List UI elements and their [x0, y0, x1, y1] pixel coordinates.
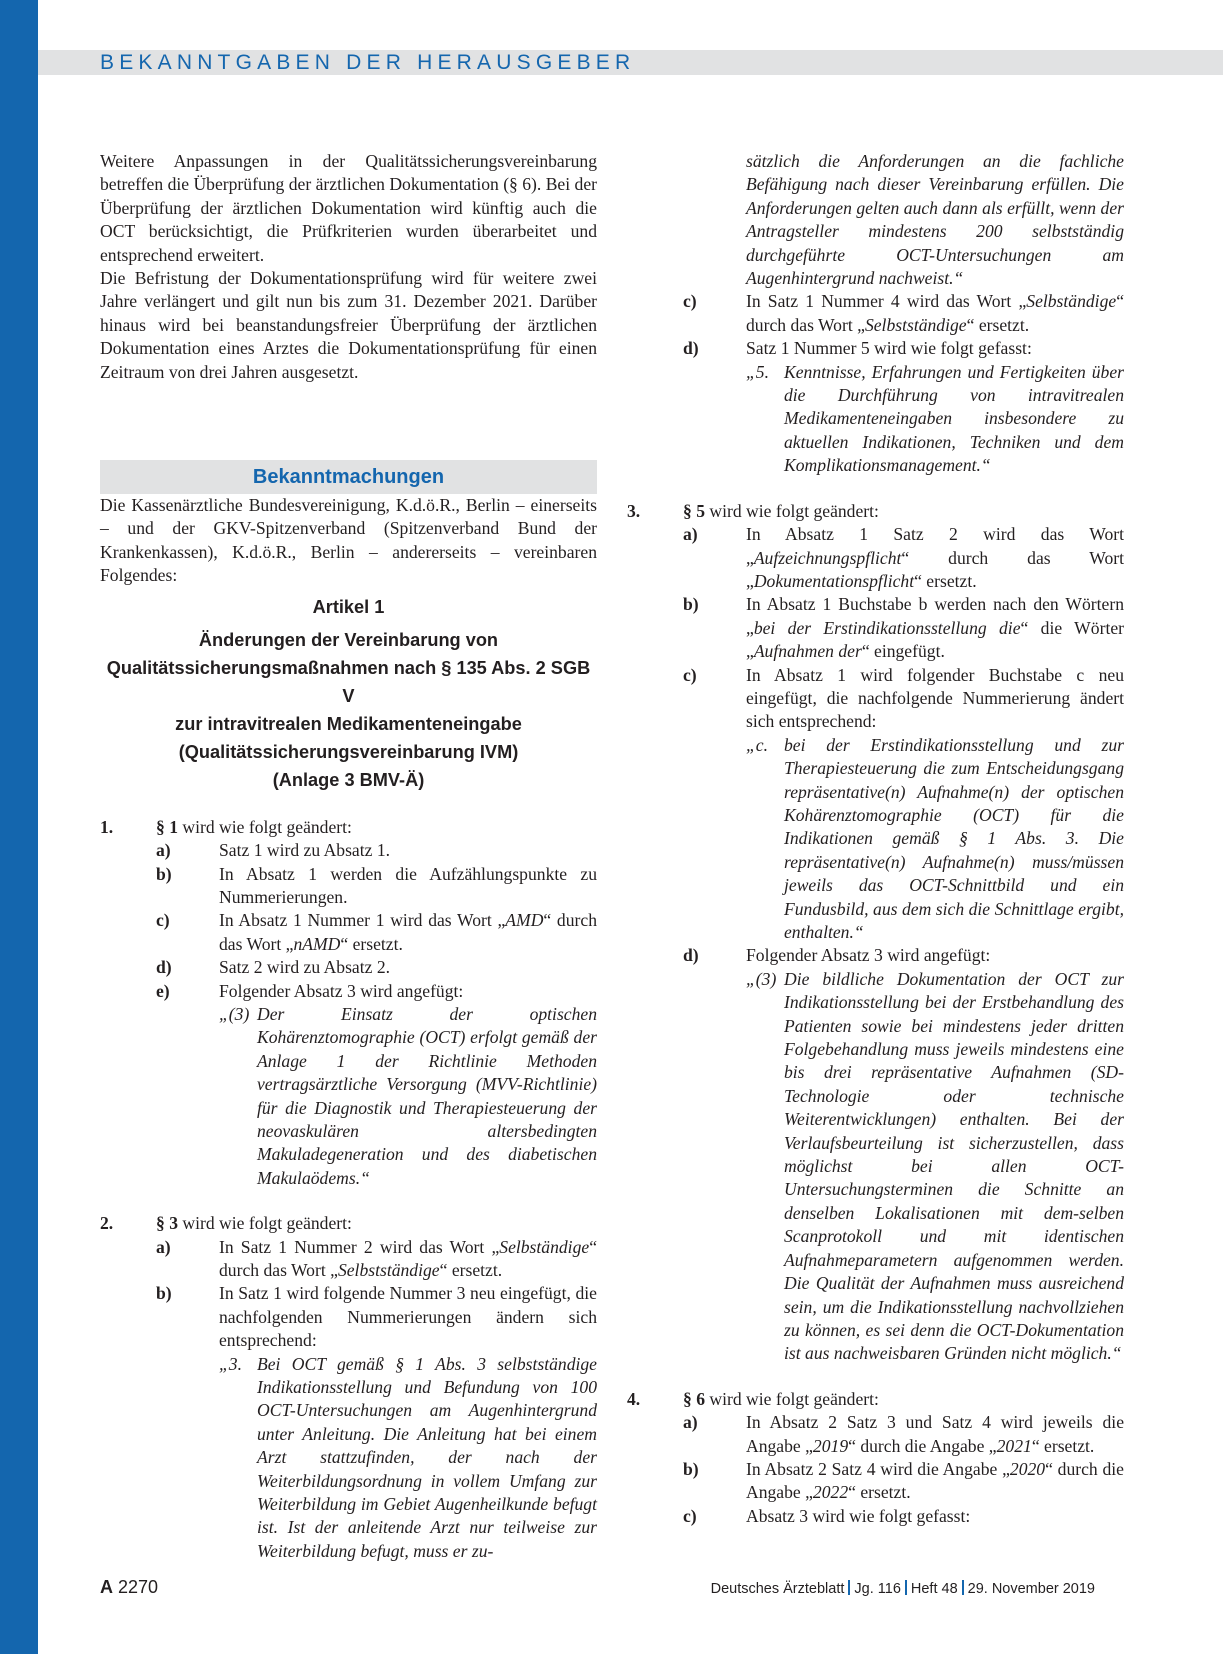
amendment-item-1 — [100, 816, 597, 1191]
quote-body: Der Einsatz der optischen Kohärenztomographie (OCT) erfolgt gemäß der Anlage 1 der Richtlinie Methoden vertragsärztliche Versorgung (MVV-Richtlinie) für die Diagnostik und Therapiesteuerung der neovaskulären altersbedingten Makuladegeneration und des diabetischen Makulaödems.“ — [257, 1003, 597, 1188]
convention-text: Die Kassenärztliche Bundesvereinigung, K.d.ö.R., Berlin – einerseits – und der GKV-Spitzenverband (Spitzenverband Bund der Krankenkassen), K.d.ö.R., Berlin – andererseits – vereinbaren Folgendes: — [100, 495, 597, 586]
sub-text: Folgender Absatz 3 wird angefügt: — [746, 945, 991, 966]
sub-label: d) — [683, 945, 699, 966]
sub-text: In Absatz 2 Satz 3 und Satz 4 wird jeweils die Angabe „2019“ durch die Angabe „2021“ ersetzt. — [746, 1412, 1124, 1456]
quoted-text — [746, 968, 1124, 1366]
paragraph-ref: § 3 — [156, 1213, 178, 1234]
sub-label: d) — [683, 338, 699, 359]
quote-label: „(3) — [219, 1003, 250, 1024]
sub-item-d — [156, 956, 597, 979]
bekanntmachungen-heading: Bekanntmachungen — [100, 460, 597, 494]
journal-date: 29. November 2019 — [967, 1581, 1095, 1597]
quote-body: Bei OCT gemäß § 1 Abs. 3 selbstständige Indikationsstellung und Befundung von 100 OCT-Untersuchungen am Augenhintergrund unter Anleitung. Die Anleitung hat bei einem Arzt stattzufinden, der nach der Weiterbildungsordnung in vollem Umfang zur Weiterbildung im Gebiet Augenheilkunde befugt ist. Ist der anleitende Arzt nur teilweise zur Weiterbildung befugt, muss er zu- — [257, 1353, 597, 1561]
sub-item-b — [156, 1282, 597, 1563]
sub-item-b — [683, 1458, 1124, 1505]
quoted-text — [746, 361, 1124, 478]
sub-text: Satz 1 Nummer 5 wird wie folgt gefasst: — [746, 338, 1032, 359]
sub-item-a — [683, 1411, 1124, 1458]
quote-label: „(3) — [746, 968, 777, 989]
item-heading: wird wie folgt geändert: — [705, 500, 879, 521]
intro-paragraph: Weitere Anpassungen in der Qualitätssicherungsvereinbarung betreffen die Überprüfung der ärztlichen Dokumentation (§ 6). Bei der Überprüfung der ärztlichen Dokumentation wird künftig auch die OCT berücksichtigt, die Prüfkriterien wurden überarbeitet und entsprechend erweitert. — [100, 151, 597, 265]
sub-item-c — [683, 664, 1124, 945]
sub-text: In Satz 1 Nummer 4 wird das Wort „Selbständige“ durch das Wort „Selbstständige“ ersetzt. — [746, 291, 1124, 335]
journal-volume: Jg. 116 — [854, 1581, 901, 1597]
sub-item-b — [683, 593, 1124, 663]
sub-label: c) — [683, 664, 697, 685]
footer-separator — [962, 1580, 964, 1595]
sub-text: In Absatz 1 Buchstabe b werden nach den Wörtern „bei der Erstindikationsstellung die“ die Wörter „Aufnahmen der“ eingefügt. — [746, 594, 1124, 662]
quote-label: „c. — [746, 734, 768, 755]
sub-text: Satz 1 wird zu Absatz 1. — [219, 840, 391, 861]
item-number: 1. — [100, 816, 114, 837]
left-color-bar — [0, 0, 38, 1654]
page-prefix: A — [100, 1577, 113, 1597]
page-number-value: 2270 — [118, 1577, 159, 1597]
article-title-line: Änderungen der Vereinbarung von — [198, 629, 499, 650]
sub-item-c — [156, 909, 597, 956]
sub-item-d — [683, 337, 1124, 477]
amendment-item-2 — [100, 1212, 597, 1563]
item-number: 3. — [627, 500, 641, 521]
item-heading: wird wie folgt geändert: — [178, 1213, 352, 1234]
sub-text: In Absatz 1 wird folgender Buchstabe c neu eingefügt, die nachfolgende Nummerierung ändert sich entsprechend: — [746, 664, 1124, 732]
quoted-text — [219, 1003, 597, 1190]
sub-text: In Absatz 1 Nummer 1 wird das Wort „AMD“ durch das Wort „nAMD“ ersetzt. — [219, 910, 597, 954]
quote-continuation: sätzlich die Anforderungen an die fachliche Befähigung nach dieser Vereinbarung erfüllen. Die Anforderungen gelten auch dann als erfüllt, wenn der Antragsteller mindestens 200 selbstständig durchgeführte OCT-Untersuchungen am Augenhintergrund nachweist.“ — [746, 151, 1124, 289]
sub-label: a) — [683, 1412, 698, 1433]
item-heading: wird wie folgt geändert: — [178, 816, 352, 837]
right-column — [627, 150, 1124, 1528]
sub-label: a) — [156, 840, 171, 861]
sub-item-b — [156, 863, 597, 910]
quote-body: Die bildliche Dokumentation der OCT zur Indikationsstellung bei der Erstbehandlung des Patienten sowie bei mindestens jeder dritten Folgebehandlung muss jeweils mindestens eine bis drei repräsentative Aufnahmen (SD-Technologie oder technische Weiterentwicklungen) enthalten. Bei der Verlaufsbeurteilung ist sicherzustellen, dass möglichst bei allen OCT-Untersuchungsterminen die Schnitte an denselben Lokalisationen mit dem-selben Scanprotokoll und mit identischen Aufnahmeparametern aufgenommen werden. Die Qualität der Aufnahmen muss ausreichend sein, um die Indikationsstellung nachvollziehen zu können, es sei denn die OCT-Dokumentation ist aus nachweisbaren Gründen nicht möglich.“ — [784, 968, 1124, 1364]
sub-text: In Absatz 2 Satz 4 wird die Angabe „2020“ durch die Angabe „2022“ ersetzt. — [746, 1458, 1124, 1503]
quoted-text — [746, 734, 1124, 945]
intro-text — [100, 150, 597, 384]
sub-text: In Satz 1 Nummer 2 wird das Wort „Selbständige“ durch das Wort „Selbstständige“ ersetzt. — [219, 1236, 597, 1280]
sub-label: b) — [683, 1458, 699, 1479]
paragraph-ref: § 5 — [683, 500, 705, 521]
sub-text: Absatz 3 wird wie folgt gefasst: — [746, 1505, 971, 1526]
article-title-line: zur intravitrealen Medikamenteneingabe — [175, 713, 522, 734]
item-heading: wird wie folgt geändert: — [705, 1388, 879, 1409]
sub-label: b) — [156, 1283, 172, 1304]
sub-label: a) — [156, 1236, 171, 1257]
sub-text: In Satz 1 wird folgende Nummer 3 neu eingefügt, die nachfolgenden Nummerierungen ändern sich entsprechend: — [219, 1283, 597, 1351]
quote-body: Kenntnisse, Erfahrungen und Fertigkeiten über die Durchführung von intravitrealen Medikamenteneingaben insbesondere zu aktuellen Indikationen, Techniken und dem Komplikationsmanagement.“ — [784, 361, 1124, 476]
amendment-item-2-continued — [627, 290, 1124, 477]
item-number: 4. — [627, 1388, 641, 1409]
sub-label: c) — [683, 1505, 697, 1526]
sub-label: c) — [156, 910, 170, 931]
sub-text: In Absatz 1 werden die Aufzählungspunkte zu Nummerierungen. — [219, 863, 597, 907]
footer-separator — [905, 1580, 907, 1595]
sub-text: In Absatz 1 Satz 2 wird das Wort „Aufzeichnungspflicht“ durch das Wort „Dokumentationspflicht“ ersetzt. — [746, 524, 1124, 591]
sub-label: a) — [683, 524, 698, 545]
sub-item-a — [683, 523, 1124, 593]
sub-text: Satz 2 wird zu Absatz 2. — [219, 957, 391, 978]
journal-name: Deutsches Ärzteblatt — [710, 1581, 845, 1597]
sub-text: Folgender Absatz 3 wird angefügt: — [219, 980, 464, 1001]
amendment-item-4 — [627, 1388, 1124, 1528]
sub-item-c — [683, 290, 1124, 337]
section-title: BEKANNTGABEN DER HERAUSGEBER — [100, 51, 636, 74]
sub-item-d — [683, 944, 1124, 1365]
left-column — [100, 150, 597, 1563]
paragraph-ref: § 1 — [156, 816, 178, 837]
quote-label: „5. — [746, 361, 769, 382]
sub-item-a — [156, 839, 597, 862]
sub-label: d) — [156, 957, 172, 978]
page-number — [100, 1577, 158, 1598]
amendment-item-3 — [627, 500, 1124, 1366]
paragraph-ref: § 6 — [683, 1388, 705, 1409]
sub-label: b) — [156, 863, 172, 884]
article-title-line: (Qualitätssicherungsvereinbarung IVM) — [178, 741, 519, 762]
article-title-line: (Anlage 3 BMV-Ä) — [272, 769, 425, 790]
quoted-text — [219, 1353, 597, 1564]
sub-label: e) — [156, 980, 170, 1001]
article-title-line: Qualitätssicherungsmaßnahmen nach § 135 Abs. 2 SGB V — [106, 657, 591, 706]
journal-issue: Heft 48 — [910, 1581, 958, 1597]
quote-body: bei der Erstindikationsstellung und zur Therapiesteuerung die zum Entscheidungsgang repräsentative(n) Aufnahme(n) der optischen Kohärenztomographie (OCT) für die Indikationen gemäß § 1 Abs. 3. Die repräsentative(n) Aufnahme(n) muss/müssen jeweils das OCT-Schnittbild und ein Fundusbild, aus dem sich die Schnittlage ergibt, enthalten.“ — [784, 734, 1124, 942]
sub-item-a — [156, 1236, 597, 1283]
footer-separator — [848, 1580, 850, 1595]
item-number: 2. — [100, 1213, 114, 1234]
intro-paragraph: Die Befristung der Dokumentationsprüfung wird für weitere zwei Jahre verlängert und gilt nun bis zum 31. Dezember 2021. Darüber hinaus wird bei beanstandungsfreier Überprüfung der ärztlichen Dokumentation eines Arztes die Dokumentationsprüfung für einen Zeitraum von drei Jahren ausgesetzt. — [100, 268, 597, 382]
journal-footer — [711, 1580, 1095, 1597]
sub-label: c) — [683, 291, 697, 312]
quote-label: „3. — [219, 1353, 242, 1374]
article-number: Artikel 1 — [312, 596, 385, 617]
sub-item-c — [683, 1505, 1124, 1528]
sub-label: b) — [683, 594, 699, 615]
sub-item-e — [156, 980, 597, 1191]
